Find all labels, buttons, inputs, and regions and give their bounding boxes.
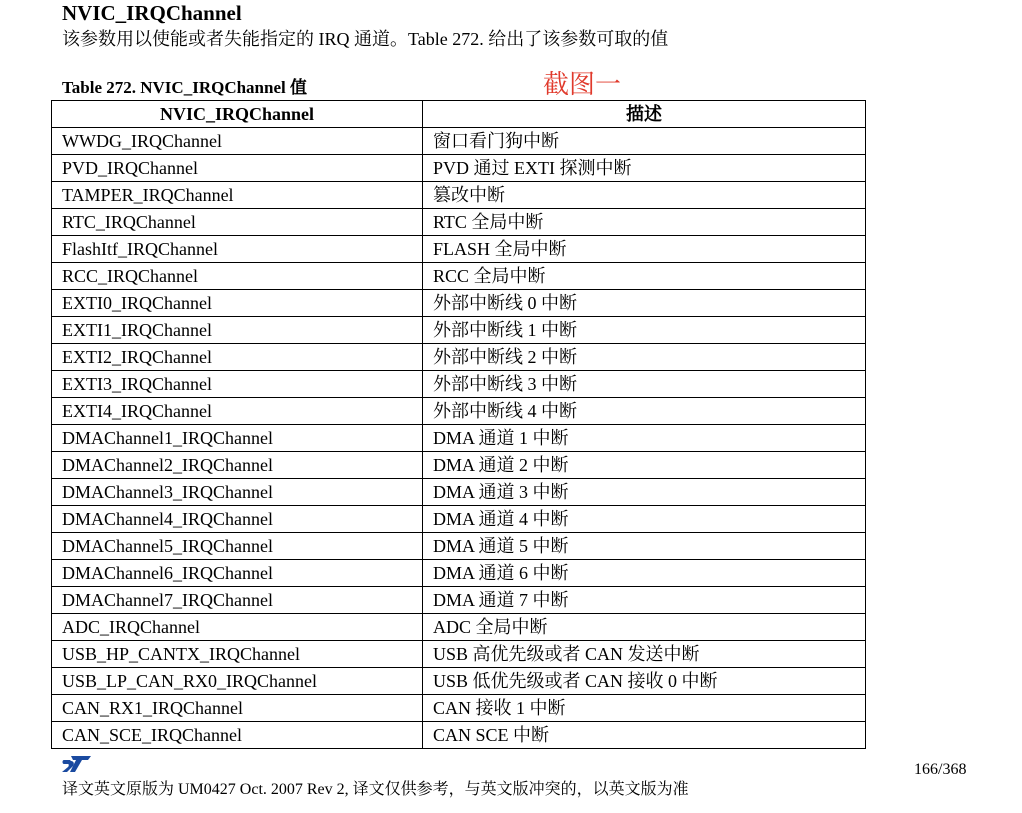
table-row	[52, 614, 866, 641]
table-header-row	[52, 101, 866, 128]
table-row	[52, 344, 866, 371]
cell-description: 外部中断线 3 中断	[423, 371, 866, 398]
section-heading: NVIC_IRQChannel	[62, 1, 242, 25]
table-row	[52, 506, 866, 533]
cell-description: RCC 全局中断	[423, 263, 866, 290]
cell-channel-name: CAN_SCE_IRQChannel	[52, 722, 423, 749]
footer-note: 译文英文原版为 UM0427 Oct. 2007 Rev 2, 译文仅供参考，与英文版冲突的，以英文版为准	[62, 781, 689, 798]
table-row	[52, 236, 866, 263]
table-row	[52, 155, 866, 182]
cell-description: 外部中断线 4 中断	[423, 398, 866, 425]
cell-description: DMA 通道 7 中断	[423, 587, 866, 614]
table-row	[52, 317, 866, 344]
table-row	[52, 668, 866, 695]
cell-channel-name: RTC_IRQChannel	[52, 209, 423, 236]
table-row	[52, 209, 866, 236]
cell-channel-name: USB_LP_CAN_RX0_IRQChannel	[52, 668, 423, 695]
cell-description: DMA 通道 6 中断	[423, 560, 866, 587]
table-body	[52, 128, 866, 749]
cell-channel-name: USB_HP_CANTX_IRQChannel	[52, 641, 423, 668]
cell-description: USB 高优先级或者 CAN 发送中断	[423, 641, 866, 668]
cell-description: 篡改中断	[423, 182, 866, 209]
cell-description: CAN 接收 1 中断	[423, 695, 866, 722]
intro-paragraph: 该参数用以使能或者失能指定的 IRQ 通道。Table 272. 给出了该参数可取的值	[62, 29, 669, 49]
cell-channel-name: DMAChannel3_IRQChannel	[52, 479, 423, 506]
cell-channel-name: EXTI1_IRQChannel	[52, 317, 423, 344]
cell-channel-name: RCC_IRQChannel	[52, 263, 423, 290]
cell-channel-name: PVD_IRQChannel	[52, 155, 423, 182]
screenshot-annotation: 截图一	[543, 70, 622, 99]
cell-description: DMA 通道 4 中断	[423, 506, 866, 533]
table-row	[52, 560, 866, 587]
table-row	[52, 425, 866, 452]
column-header-channel: NVIC_IRQChannel	[52, 101, 423, 128]
table-row	[52, 398, 866, 425]
table-caption: Table 272. NVIC_IRQChannel 值	[62, 78, 307, 97]
cell-description: DMA 通道 3 中断	[423, 479, 866, 506]
cell-channel-name: EXTI0_IRQChannel	[52, 290, 423, 317]
cell-channel-name: EXTI2_IRQChannel	[52, 344, 423, 371]
cell-channel-name: EXTI3_IRQChannel	[52, 371, 423, 398]
table-row	[52, 479, 866, 506]
cell-description: CAN SCE 中断	[423, 722, 866, 749]
table-row	[52, 263, 866, 290]
table-row	[52, 290, 866, 317]
irq-channel-table	[51, 100, 866, 749]
table-row	[52, 641, 866, 668]
cell-description: ADC 全局中断	[423, 614, 866, 641]
cell-channel-name: TAMPER_IRQChannel	[52, 182, 423, 209]
cell-channel-name: CAN_RX1_IRQChannel	[52, 695, 423, 722]
table-row	[52, 182, 866, 209]
cell-description: DMA 通道 1 中断	[423, 425, 866, 452]
cell-channel-name: DMAChannel2_IRQChannel	[52, 452, 423, 479]
st-logo-icon	[62, 755, 92, 773]
table-row	[52, 452, 866, 479]
cell-channel-name: EXTI4_IRQChannel	[52, 398, 423, 425]
cell-description: 外部中断线 0 中断	[423, 290, 866, 317]
cell-channel-name: DMAChannel5_IRQChannel	[52, 533, 423, 560]
cell-channel-name: WWDG_IRQChannel	[52, 128, 423, 155]
cell-description: 外部中断线 2 中断	[423, 344, 866, 371]
cell-description: FLASH 全局中断	[423, 236, 866, 263]
column-header-description: 描述	[423, 101, 866, 128]
table-row	[52, 587, 866, 614]
cell-description: USB 低优先级或者 CAN 接收 0 中断	[423, 668, 866, 695]
page-number: 166/368	[914, 761, 967, 778]
table-row	[52, 695, 866, 722]
table-row	[52, 128, 866, 155]
cell-description: RTC 全局中断	[423, 209, 866, 236]
cell-channel-name: ADC_IRQChannel	[52, 614, 423, 641]
cell-description: 窗口看门狗中断	[423, 128, 866, 155]
cell-channel-name: DMAChannel6_IRQChannel	[52, 560, 423, 587]
cell-channel-name: DMAChannel1_IRQChannel	[52, 425, 423, 452]
cell-description: DMA 通道 5 中断	[423, 533, 866, 560]
table-row	[52, 722, 866, 749]
cell-description: 外部中断线 1 中断	[423, 317, 866, 344]
table-row	[52, 371, 866, 398]
cell-channel-name: FlashItf_IRQChannel	[52, 236, 423, 263]
cell-channel-name: DMAChannel7_IRQChannel	[52, 587, 423, 614]
cell-description: DMA 通道 2 中断	[423, 452, 866, 479]
cell-description: PVD 通过 EXTI 探测中断	[423, 155, 866, 182]
cell-channel-name: DMAChannel4_IRQChannel	[52, 506, 423, 533]
table-row	[52, 533, 866, 560]
